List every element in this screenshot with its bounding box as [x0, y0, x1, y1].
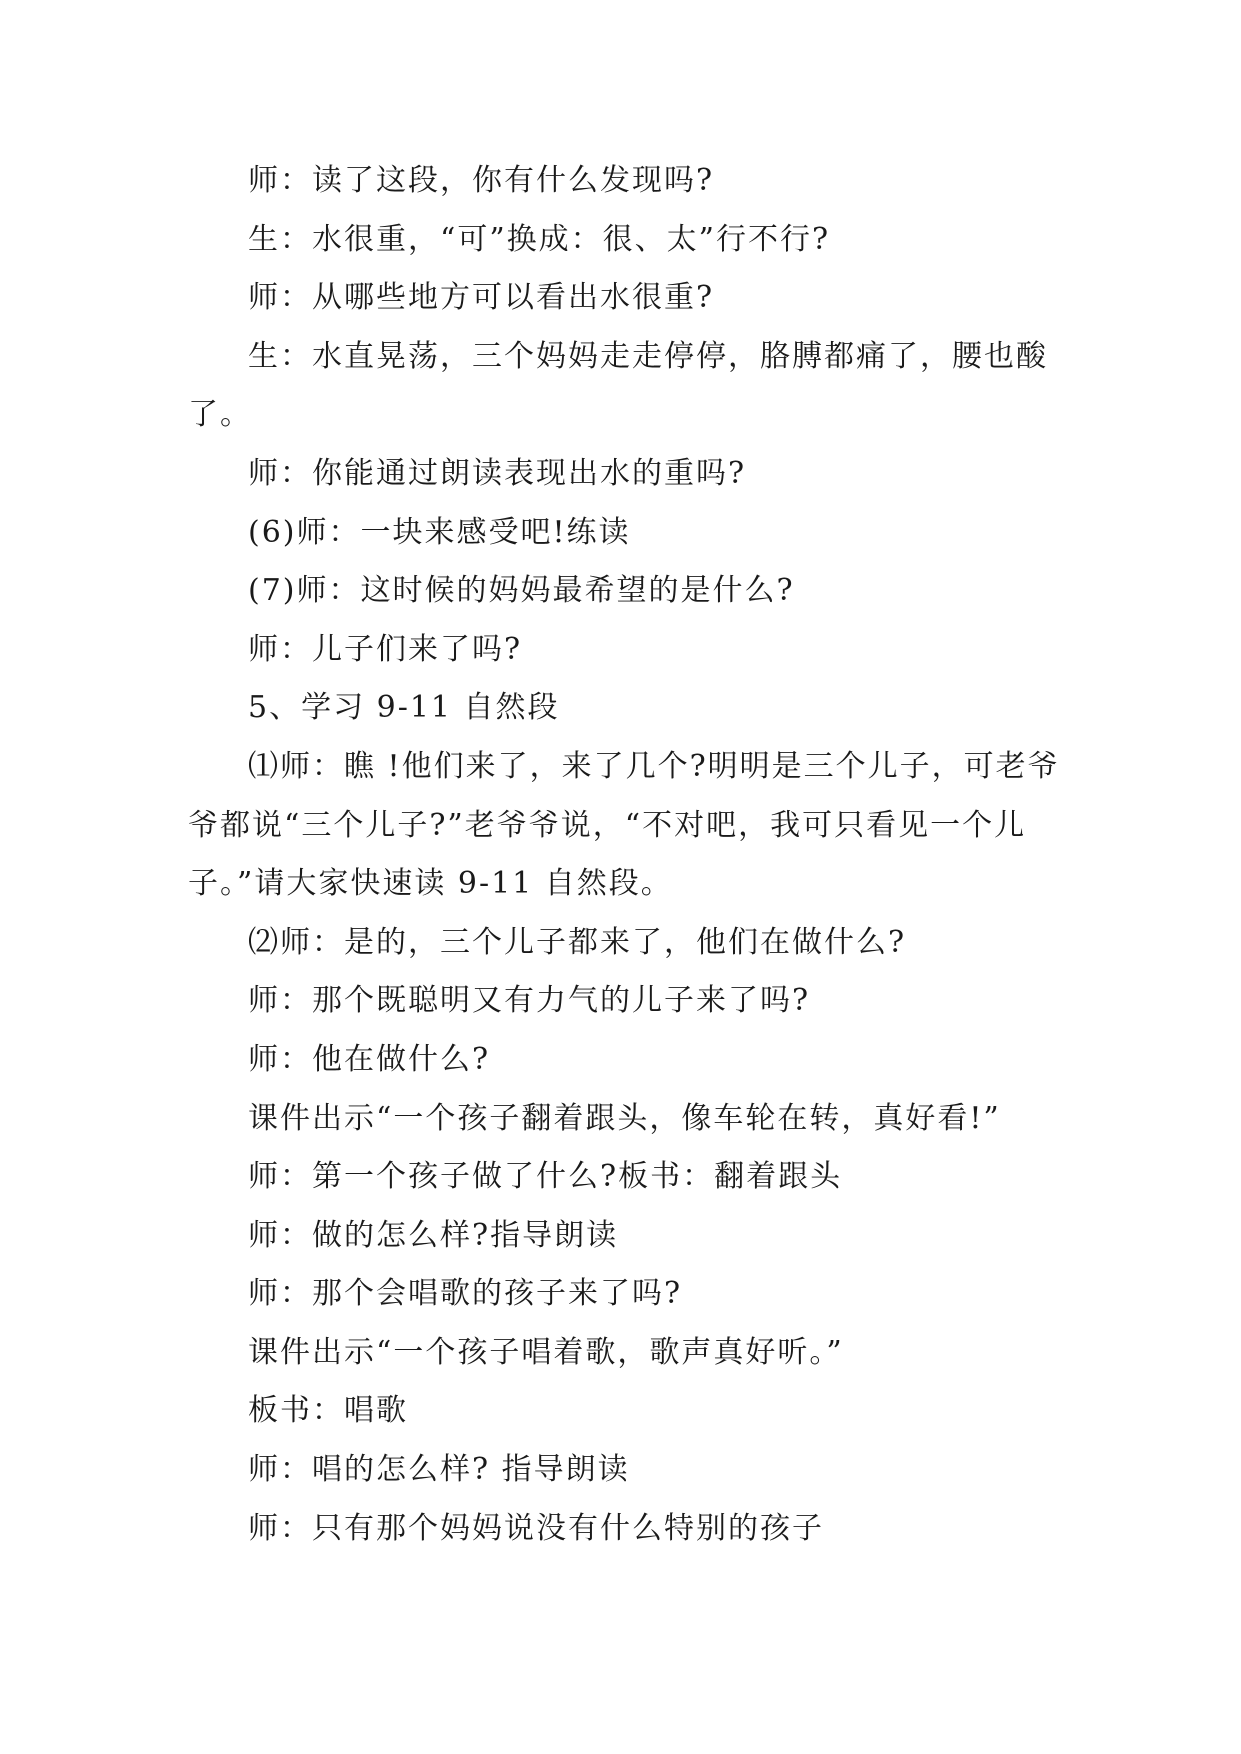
- paragraph: 师：那个会唱歌的孩子来了吗?: [248, 1276, 683, 1312]
- paragraph: 生：水很重，“可”换成：很、太”行不行?: [248, 221, 831, 257]
- paragraph: 师：他在做什么?: [248, 1041, 491, 1077]
- paragraph: 师：唱的怎么样? 指导朗读: [248, 1452, 630, 1488]
- paragraph: 师：只有那个妈妈说没有什么特别的孩子: [248, 1510, 824, 1546]
- paragraph: (6)师：一块来感受吧!练读: [248, 514, 631, 550]
- document-body: [188, 152, 1068, 1558]
- paragraph: ⑵师：是的，三个儿子都来了，他们在做什么?: [248, 924, 907, 960]
- paragraph: ⑴师：瞧 !他们来了，来了几个?明明是三个儿子，可老爷爷都说“三个儿子?”老爷爷说，“不对吧，我可只看见一个儿子。”请大家快速读 9-11 自然段。: [188, 748, 1060, 902]
- paragraph: 师：从哪些地方可以看出水很重?: [248, 280, 715, 316]
- paragraph: 板书：唱歌: [248, 1393, 408, 1429]
- paragraph: 师：做的怎么样?指导朗读: [248, 1217, 619, 1253]
- paragraph: (7)师：这时候的妈妈最希望的是什么?: [248, 573, 795, 609]
- paragraph: 师：你能通过朗读表现出水的重吗?: [248, 455, 747, 491]
- paragraph: 师：那个既聪明又有力气的儿子来了吗?: [248, 983, 811, 1019]
- paragraph: 师：读了这段，你有什么发现吗?: [248, 163, 715, 198]
- paragraph: 生：水直晃荡，三个妈妈走走停停，胳膊都痛了，腰也酸了。: [188, 338, 1048, 433]
- paragraph: 课件出示“一个孩子翻着跟头，像车轮在转，真好看!”: [248, 1100, 1001, 1136]
- section-heading: 5、学习 9-11 自然段: [248, 690, 560, 726]
- paragraph: 师：儿子们来了吗?: [248, 631, 523, 667]
- paragraph: 师：第一个孩子做了什么?板书：翻着跟头: [248, 1159, 843, 1195]
- paragraph: 课件出示“一个孩子唱着歌，歌声真好听。”: [248, 1334, 844, 1370]
